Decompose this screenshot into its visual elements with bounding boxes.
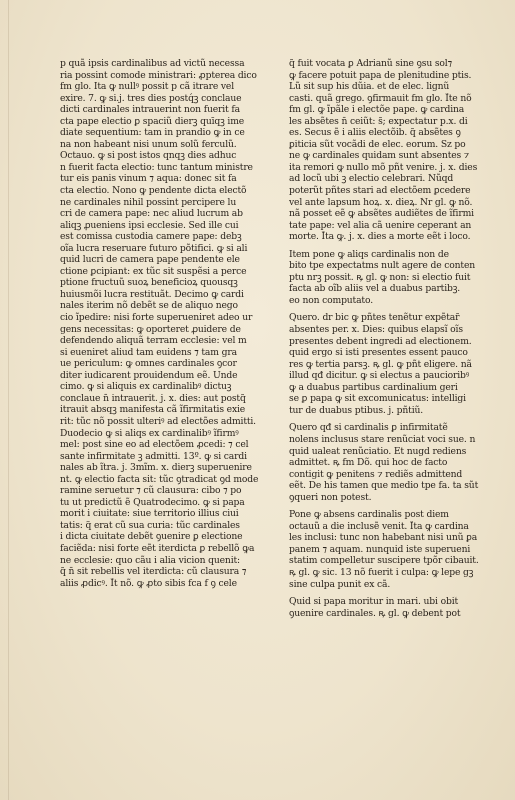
text-line: panem ⁊ aquam. nunquid iste superueni: [289, 543, 471, 555]
text-line: nt. ꝙ electio facta sit: tũc ꝯtradicat ꝯd mode: [60, 473, 259, 485]
text-line: q̃ fuit vocata ꝑ Adrianũ sine ꝯsu sol⁊: [289, 58, 453, 69]
text-line: quid ualeat renũciatio. Et nugd rediens: [289, 445, 467, 457]
text-line: cta pape electio ꝑ spaciũ dierꝫ quīqꝫ ime: [60, 115, 245, 127]
text-line: diter iudicarent prouidendum eẽ. Unde: [60, 369, 238, 381]
text-line: huiusmõi lucra restituãt. Decimo ꝙ cardi: [60, 288, 244, 300]
text-line: presentes debent ingredi ad electionem.: [289, 335, 472, 347]
text-line: ne cardinales nihil possint percipere lu: [60, 196, 237, 208]
text-line: Pone ꝙ absens cardinalis post diem: [289, 509, 449, 521]
text-line: ria possint comode ministrari: ꝓpterea dico: [60, 69, 257, 81]
text-line: Quero. dr bic ꝙ pñtes tenẽtur expẽtar̃: [289, 312, 460, 324]
text-line: Lũ sit sup his dũia. et de elec. lignũ: [289, 81, 450, 93]
text-line: morte. Ĩta ꝙ. j. x. dies a morte eẽt i loco.: [289, 231, 471, 243]
text-line: ptione fructuũ suoꝝ beneficioꝝ quousqꝫ: [60, 277, 238, 289]
left-text-column: [60, 58, 278, 589]
text-line: absentes per. x. Dies: quibus elapsĩ oĩs: [289, 324, 463, 336]
text-line: quid lucri de camera pape pendente ele: [60, 254, 240, 266]
text-line: ꝯuenire cardinales. ꝶ gl. ꝙ debent pot̃: [289, 607, 461, 619]
text-line: ꝯqueri non potest.: [289, 491, 372, 503]
text-line: morit̃ i ciuitate: siue territorio illius ciui: [60, 508, 239, 520]
text-line: faciẽda: nisi forte eẽt iterdicta ꝑ rebellõ ꝙa: [60, 542, 255, 554]
text-line: fm glo. Ita ꝙ nullꝰ possit p cã itrare vel: [60, 81, 234, 93]
text-line: cri de camera pape: nec aliud lucrum ab: [60, 208, 243, 220]
text-line: es. Secus ẽ i aliis electõib. q̃ absẽtes ꝯ: [289, 127, 461, 139]
text-line: tur de duabus ptibus. j. pñtiũ.: [289, 404, 424, 416]
text-line: i dicta ciuitate debẽt ꝯuenire ꝑ electione: [60, 531, 243, 543]
text-line: admittet. ꝶ fm Dõ. qui hoc de facto: [289, 457, 448, 469]
text-line: eo non computato.: [289, 294, 373, 306]
text-line: ue periculum: ꝙ omnes cardinales ꝯcor: [60, 358, 237, 370]
text-line: aliqꝫ ꝓueniens ipsi ecclesie. Sed ille cui: [60, 219, 239, 231]
text-line: p quã ipsis cardinalibus ad victũ necessa: [60, 58, 245, 69]
text-line: les inclusi: tunc non habebant nisi unũ ꝑa: [289, 532, 478, 544]
text-line: quid ergo si isti presentes essent pauco: [289, 347, 468, 359]
text-line: contigit ꝙ penitens ⁊ rediẽs admittend: [289, 468, 463, 480]
text-line: gens necessitas: ꝙ oporteret ꝓuidere de: [60, 323, 241, 335]
text-line: diate sequentium: tam in prandio ꝙ in ce: [60, 127, 245, 139]
text-line: les absẽtes n̄ ceiũt: s̃; expectatur p.x. di: [289, 115, 468, 127]
text-line: cio ĩpedire: nisi forte superueniret adeo ur: [60, 312, 253, 324]
text-line: nã posset eẽ ꝙ absẽtes audiẽtes de ĩfirmi: [289, 208, 474, 220]
text-line: vel ante lapsum hoꝝ. x. dieꝝ. Ñr gl. ꝙ nõ.: [289, 196, 473, 208]
text-line: ne ꝙ cardinales quidam sunt absentes ⁊: [289, 150, 469, 162]
text-line: ne ecclesie: quo cãu i alia vicion quenit:: [60, 554, 240, 566]
text-line: Duodecio ꝙ si aliqs ex cardinalibꝰ ĩfirmꝰ: [60, 427, 239, 439]
text-line: casti. quã grego. ꝯfirmauit fm glo. Ĩte nõ: [289, 92, 472, 104]
text-line: tu ut predictũ ẽ Quatrodecimo. ꝙ si papa: [60, 496, 245, 508]
text-line: ctione ꝑcipiant: ex tũc sit suspẽsi a perce: [60, 265, 247, 277]
text-line: tatis: q̃ erat cũ sua curia: tũc cardinales: [60, 519, 240, 531]
text-line: est comissa custodia camere pape: debꝫ: [60, 231, 242, 243]
text-line: ad locũ ubi ꝫ electio celebrari. Ñũqd: [289, 173, 454, 185]
text-line: Octauo. ꝙ si post istos qnqꝫ dies adhuc: [60, 150, 237, 162]
text-line: tur eis panis vinum ⁊ aqua: donec sit fa: [60, 173, 237, 185]
text-line: cimo. ꝙ si aliquis ex cardinalibꝰ dictuꝫ: [60, 381, 232, 393]
text-line: sante infirmitate ꝫ admitti. 13º. ꝙ si cardi: [60, 450, 247, 462]
text-line: poterũt pñtes stari ad electõem ꝑcedere: [289, 185, 471, 197]
text-line: oĩa lucra reseruare futuro põtifici. ꝙ si ali: [60, 242, 248, 254]
text-line: ita remori ꝙ nullo mõ pñt venire. j. x. dies: [289, 161, 478, 173]
text-line: Quero qđ si cardinalis ꝑ infirmitatẽ: [289, 422, 448, 434]
text-line: octauũ a die inclusẽ venit. Ĩta ꝙ cardina: [289, 520, 469, 532]
text-line: bito tpe expectat̃ms nult agere de conten: [289, 260, 475, 272]
text-line: sine culpa punit ex cã.: [289, 578, 391, 590]
text-line: q̃ n̄ sit rebellis vel iterdicta: cũ clausura ⁊: [60, 566, 247, 578]
text-line: ꝙ a duabus partibus cardinalium geri: [289, 381, 458, 393]
text-line: nales iterim nõ debẽt se de aliquo nego: [60, 300, 238, 312]
text-line: rit: tũc nõ possit ulteriꝰ ad electões admitti.: [60, 415, 256, 427]
text-line: tate pape: vel alia cã uenire ceperant an: [289, 219, 472, 231]
text-line: facta ab oĩb aliis vel a duabus partibꝫ.: [289, 283, 461, 295]
text-line: res ꝙ tertia parsꝫ. ꝶ gl. ꝙ pñt eligere. nã: [289, 358, 472, 370]
text-line: n fuerit facta electio: tunc tantum ministre: [60, 161, 253, 173]
right-text-column: [289, 58, 499, 619]
text-line: fm gl. ꝙ ĩpãle i electõe pape. ꝙ cardina: [289, 104, 465, 116]
text-line: na non habeant nisi unum solũ ferculũ.: [60, 138, 237, 150]
text-line: aliis ꝓdicꝰ. Ĩt nõ. ꝙ ꝓto sibis fca f ꝯ cele: [60, 577, 237, 589]
text-line: exire. 7. ꝙ si.j. tres dies postq́ꝫ conclaue: [60, 92, 242, 104]
text-line: nales ab ĩtra. j. 3mĩm. x. dierꝫ superuenire: [60, 462, 252, 474]
text-line: conclaue n̄ intrauerit. j. x. dies: aut postq̃: [60, 392, 246, 404]
text-line: eẽt. De his tamen que medio tpe fa. ta sũt: [289, 480, 479, 492]
text-line: Item pone ꝙ aliqs cardinalis non de: [289, 248, 449, 260]
text-line: nolens inclusus stare renũciat voci sue. n: [289, 433, 476, 445]
text-line: cta electio. Nono ꝙ pendente dicta electõ: [60, 185, 247, 197]
text-line: mel: post sine eo ad electõem ꝓcedi: ⁊ cel: [60, 439, 249, 451]
text-line: ꝑiticia sũt vocãdi de elec. eorum. Sz po: [289, 138, 466, 150]
text-line: defendendo aliquã terram ecclesie: vel m: [60, 335, 247, 347]
text-line: statim compelletur suscipere tpõr cibauit.: [289, 555, 479, 567]
text-line: Quid si papa moritur in mari. ubi obit̃: [289, 596, 459, 608]
text-line: ramine seruetur ⁊ cũ clausura: cibo ⁊ po: [60, 485, 242, 497]
text-line: illud qđ dicitur. ꝙ si electus a paucioribꝰ: [289, 370, 470, 382]
text-line: ptu nrꝫ possit. ꝶ gl. ꝙ non: si electio fuit: [289, 271, 471, 283]
text-line: itrauit absqꝫ manifesta cã ĩfirmitatis exie: [60, 404, 246, 416]
text-line: dicti cardinales intrauerint non fuerit fa: [60, 104, 240, 116]
text-line: ꝶ gl. ꝙ sic. 13 nõ fuerit i culpa: ꝙ lepe gꝫ: [289, 566, 474, 578]
text-line: se ꝑ papa ꝙ sit excomunicatus: intelligi: [289, 393, 466, 405]
text-line: ꝙ facere potuit papa de plenitudine pt̃is.: [289, 69, 472, 81]
text-line: si eueniret aliud tam euidens ⁊ tam gra: [60, 346, 237, 358]
